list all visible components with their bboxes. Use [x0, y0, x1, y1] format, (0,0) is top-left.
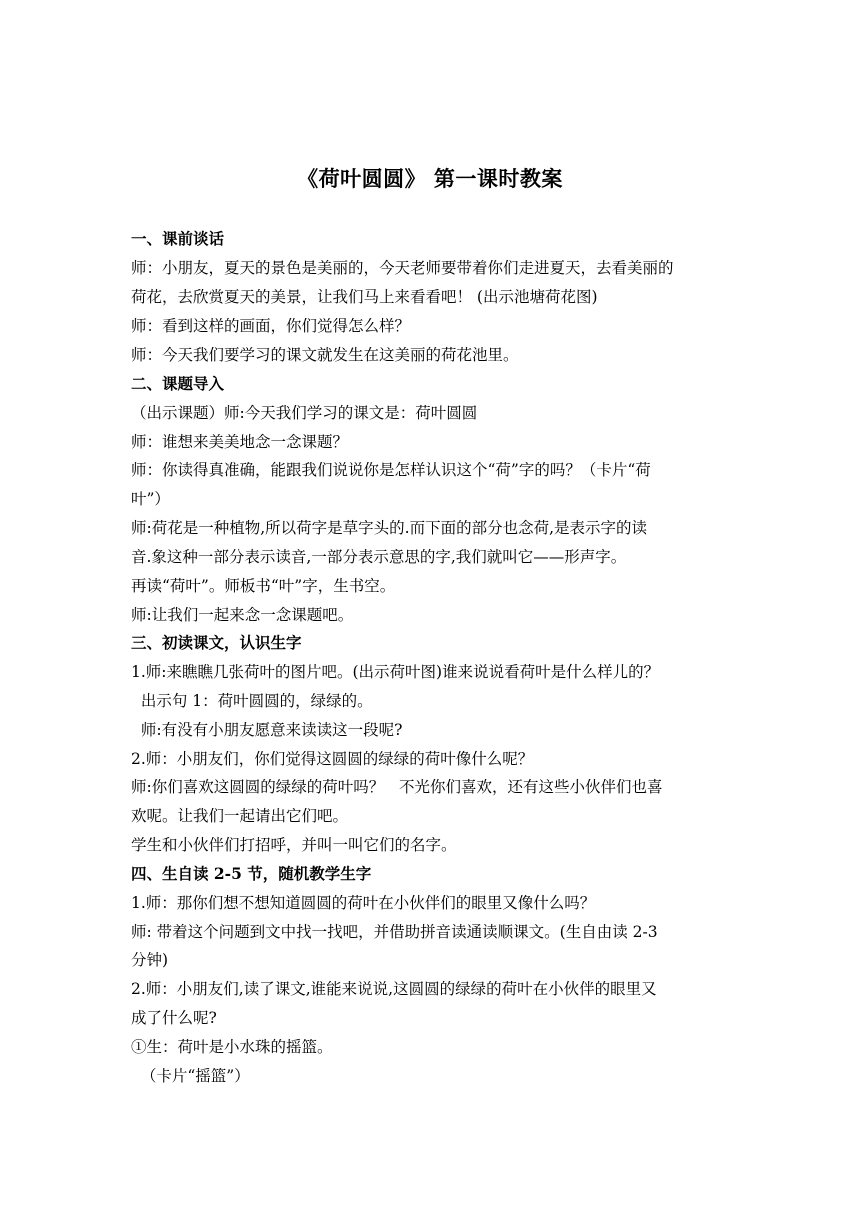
paragraph-line: 1.师：那你们想不想知道圆圆的荷叶在小伙伴们的眼里又像什么吗？ [131, 894, 596, 912]
paragraph-line: ①生：荷叶是小水珠的摇篮。 [131, 1038, 333, 1056]
document-title: 《荷叶圆圆》 第一课时教案 [297, 166, 563, 191]
paragraph-line: （卡片“摇篮”） [131, 1067, 250, 1085]
paragraph-line: 成了什么呢? [131, 1009, 217, 1027]
paragraph-line: 师：你读得真准确，能跟我们说说你是怎样认识这个“荷”字的吗？（卡片“荷 [131, 461, 651, 479]
paragraph-line: 学生和小伙伴们打招呼，并叫一叫它们的名字。 [131, 836, 457, 854]
paragraph-line: 师:荷花是一种植物,所以荷字是草字头的.而下面的部分也念荷,是表示字的读 [131, 519, 648, 537]
paragraph-line: 师:有没有小朋友愿意来读读这一段呢? [131, 721, 403, 739]
paragraph-line: 师：看到这样的画面，你们觉得怎么样？ [131, 317, 411, 335]
paragraph-line: 分钟) [131, 951, 169, 969]
paragraph-line: （出示课题）师:今天我们学习的课文是：荷叶圆圆 [131, 404, 478, 422]
section-heading: 一、课前谈话 [131, 229, 225, 248]
paragraph-line: 叶”） [131, 490, 170, 508]
section-heading: 四、生自读 2-5 节，随机教学生字 [131, 864, 372, 883]
section-heading: 二、课题导入 [131, 374, 225, 393]
paragraph-line: 再读“荷叶”。师板书“叶”字，生书空。 [131, 577, 396, 595]
paragraph-line: 2.师：小朋友们，你们觉得这圆圆的绿绿的荷叶像什么呢？ [131, 750, 534, 768]
section-heading: 三、初读课文，认识生字 [131, 633, 302, 652]
paragraph-line: 师:你们喜欢这圆圆的绿绿的荷叶吗？ 不光你们喜欢，还有这些小伙伴们也喜 [131, 778, 663, 796]
paragraph-line: 出示句 1：荷叶圆圆的，绿绿的。 [131, 692, 373, 710]
paragraph-line: 师：小朋友，夏天的景色是美丽的，今天老师要带着你们走进夏天，去看美丽的 [131, 259, 674, 277]
paragraph-line: 荷花，去欣赏夏天的美景，让我们马上来看看吧！ (出示池塘荷花图) [131, 288, 598, 306]
paragraph-line: 音.象这种一部分表示读音,一部分表示意思的字,我们就叫它——形声字。 [131, 548, 627, 566]
paragraph-line: 1.师:来瞧瞧几张荷叶的图片吧。(出示荷叶图)谁来说说看荷叶是什么样儿的？ [131, 663, 660, 681]
paragraph-line: 师：今天我们要学习的课文就发生在这美丽的荷花池里。 [131, 346, 519, 364]
paragraph-line: 欢呢。让我们一起请出它们吧。 [131, 807, 349, 825]
paragraph-line: 师:让我们一起来念一念课题吧。 [131, 606, 354, 624]
paragraph-line: 师：谁想来美美地念一念课题？ [131, 433, 349, 451]
paragraph-line: 师: 带着这个问题到文中找一找吧，并借助拼音读通读顺课文。(生自由读 2-3 [131, 923, 658, 941]
paragraph-line: 2.师：小朋友们,读了课文,谁能来说说,这圆圆的绿绿的荷叶在小伙伴的眼里又 [131, 980, 657, 998]
